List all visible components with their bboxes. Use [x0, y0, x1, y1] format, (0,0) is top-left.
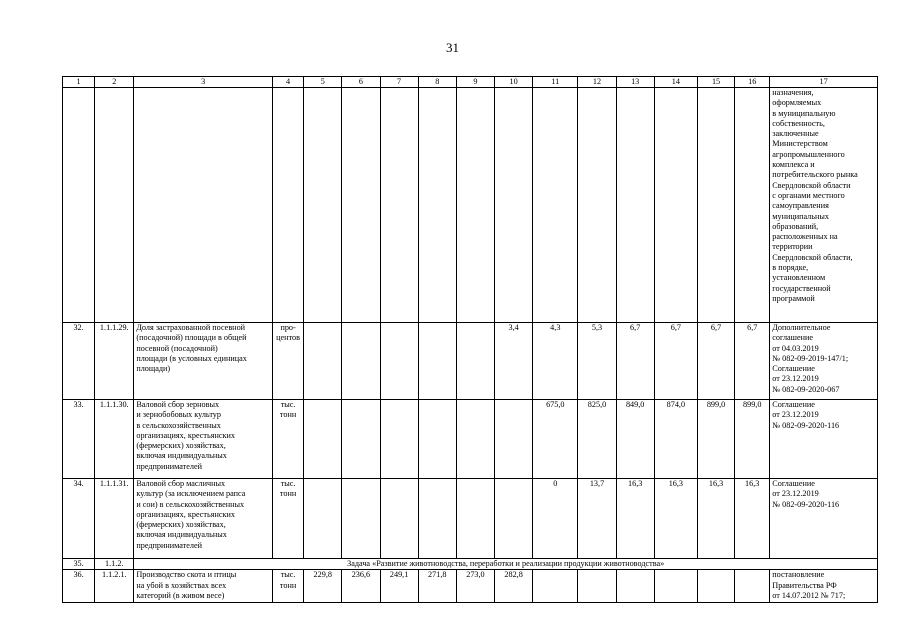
value-cell	[418, 479, 456, 559]
value-cell: 0	[533, 479, 578, 559]
column-number: 11	[533, 77, 578, 88]
table-row	[63, 323, 878, 400]
value-cell: 6,7	[616, 323, 654, 400]
column-number: 3	[134, 77, 273, 88]
unit-of-measure: тыс. тонн	[273, 479, 304, 559]
value-cell	[456, 88, 494, 323]
row-number	[63, 88, 95, 323]
table-row	[63, 570, 878, 603]
value-cell	[495, 479, 533, 559]
value-cell: 6,7	[654, 323, 697, 400]
value-cell	[578, 570, 616, 603]
indicator-name: Производство скота и птицы на убой в хозяйствах всех категорий (в живом весе)	[134, 570, 273, 603]
column-number: 8	[418, 77, 456, 88]
value-cell	[304, 479, 342, 559]
value-cell	[456, 479, 494, 559]
value-cell	[380, 400, 418, 479]
indicator-code	[95, 88, 134, 323]
value-cell	[735, 88, 770, 323]
value-cell	[342, 88, 380, 323]
row-number: 36.	[63, 570, 95, 603]
unit-of-measure: тыс. тонн	[273, 570, 304, 603]
basis-source: постановление Правительства РФ от 14.07.2012 № 717;	[770, 570, 878, 603]
value-cell: 13,7	[578, 479, 616, 559]
unit-of-measure: про- центов	[273, 323, 304, 400]
value-cell: 5,3	[578, 323, 616, 400]
value-cell: 273,0	[456, 570, 494, 603]
value-cell	[533, 88, 578, 323]
column-number: 16	[735, 77, 770, 88]
value-cell: 271,8	[418, 570, 456, 603]
value-cell	[654, 88, 697, 323]
indicator-name: Доля застрахованной посевной (посадочной) площади в общей посевной (посадочной) площади (в условных единицах площади)	[134, 323, 273, 400]
value-cell: 16,3	[654, 479, 697, 559]
task-row	[63, 559, 878, 570]
row-number: 35.	[63, 559, 95, 570]
value-cell: 874,0	[654, 400, 697, 479]
value-cell	[380, 323, 418, 400]
basis-source: Соглашение от 23.12.2019 № 082-09-2020-116	[770, 400, 878, 479]
column-number: 15	[697, 77, 734, 88]
value-cell	[342, 323, 380, 400]
indicator-code: 1.1.1.30.	[95, 400, 134, 479]
value-cell	[616, 88, 654, 323]
column-number: 17	[770, 77, 878, 88]
column-number: 10	[495, 77, 533, 88]
unit-of-measure	[273, 88, 304, 323]
value-cell	[654, 570, 697, 603]
value-cell	[697, 570, 734, 603]
value-cell	[495, 400, 533, 479]
value-cell: 849,0	[616, 400, 654, 479]
value-cell: 675,0	[533, 400, 578, 479]
value-cell	[304, 400, 342, 479]
indicator-code: 1.1.1.31.	[95, 479, 134, 559]
basis-source: Дополнительное соглашение от 04.03.2019 № 082-09-2019-147/1; Соглашение от 23.12.2019 № 082-09-2020-067	[770, 323, 878, 400]
indicator-name: Валовой сбор зерновых и зернобобовых культур в сельскохозяйственных организациях, крестьянских (фермерских) хозяйствах, включая индивидуальных предпринимателей	[134, 400, 273, 479]
value-cell: 16,3	[735, 479, 770, 559]
row-number: 33.	[63, 400, 95, 479]
indicator-code: 1.1.2.	[95, 559, 134, 570]
column-number: 13	[616, 77, 654, 88]
value-cell: 4,3	[533, 323, 578, 400]
value-cell: 282,8	[495, 570, 533, 603]
value-cell	[735, 570, 770, 603]
value-cell	[616, 570, 654, 603]
column-number: 1	[63, 77, 95, 88]
value-cell	[380, 479, 418, 559]
row-number: 32.	[63, 323, 95, 400]
value-cell: 6,7	[697, 323, 734, 400]
value-cell: 3,4	[495, 323, 533, 400]
value-cell	[495, 88, 533, 323]
value-cell	[380, 88, 418, 323]
indicator-table	[62, 76, 878, 603]
column-number: 6	[342, 77, 380, 88]
value-cell	[304, 323, 342, 400]
table-row	[63, 479, 878, 559]
value-cell: 16,3	[697, 479, 734, 559]
table-row	[63, 400, 878, 479]
value-cell	[533, 570, 578, 603]
value-cell	[578, 88, 616, 323]
value-cell: 899,0	[735, 400, 770, 479]
value-cell	[697, 88, 734, 323]
page-number: 31	[446, 40, 459, 55]
indicator-name: Валовой сбор масличных культур (за исключением рапса и сои) в сельскохозяйственных организациях, крестьянских (фермерских) хозяйствах, включая индивидуальных предпринимателей	[134, 479, 273, 559]
column-number: 7	[380, 77, 418, 88]
indicator-code: 1.1.1.29.	[95, 323, 134, 400]
column-number: 2	[95, 77, 134, 88]
value-cell: 6,7	[735, 323, 770, 400]
column-number: 4	[273, 77, 304, 88]
value-cell: 825,0	[578, 400, 616, 479]
table-row	[63, 88, 878, 323]
value-cell	[456, 400, 494, 479]
column-number-row	[63, 77, 878, 88]
column-number: 12	[578, 77, 616, 88]
value-cell	[342, 479, 380, 559]
value-cell	[418, 323, 456, 400]
indicator-code: 1.1.2.1.	[95, 570, 134, 603]
basis-source: Соглашение от 23.12.2019 № 082-09-2020-116	[770, 479, 878, 559]
column-number: 5	[304, 77, 342, 88]
value-cell: 249,1	[380, 570, 418, 603]
basis-source: назначения, оформляемых в муниципальную собственность, заключенные Министерством агропромышленного комплекса и потребительского рынка Свердловской области с органами местного самоуправления муниципальных образований, расположенных на территории Свердловской области, в порядке, установленном государственной программой	[770, 88, 878, 323]
column-number: 14	[654, 77, 697, 88]
value-cell	[456, 323, 494, 400]
value-cell: 236,6	[342, 570, 380, 603]
row-number: 34.	[63, 479, 95, 559]
value-cell: 899,0	[697, 400, 734, 479]
value-cell	[418, 400, 456, 479]
value-cell: 16,3	[616, 479, 654, 559]
value-cell	[304, 88, 342, 323]
task-title: Задача «Развитие животноводства, переработки и реализации продукции животноводства»	[134, 559, 878, 570]
column-number: 9	[456, 77, 494, 88]
unit-of-measure: тыс. тонн	[273, 400, 304, 479]
value-cell	[342, 400, 380, 479]
indicator-name	[134, 88, 273, 323]
value-cell: 229,8	[304, 570, 342, 603]
value-cell	[418, 88, 456, 323]
